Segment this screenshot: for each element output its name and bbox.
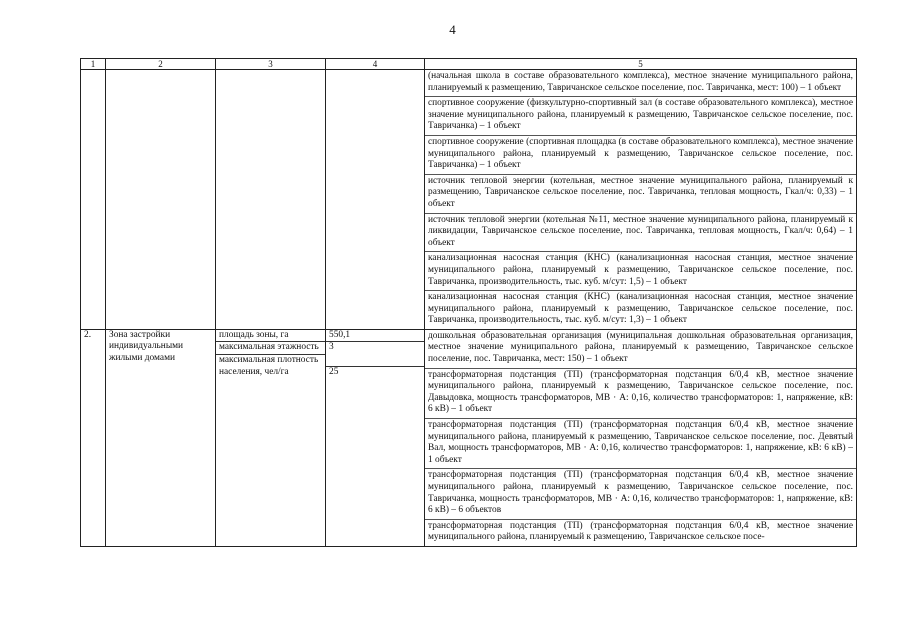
header-col-1: 1: [81, 59, 106, 70]
param-name: площадь зоны, га: [216, 330, 325, 343]
object-entry: канализационная насосная станция (КНС) (канализационная насосная станция, местное значение муниципального района, планируемый к размещению, Тавричанское сельское поселение, пос. Тавричанка, производительность, тыс. куб. м/сут: 1,3) – 1 объект: [425, 290, 856, 329]
param-value: 550,1: [326, 330, 424, 343]
param-name: максимальная плотность населения, чел/га: [219, 355, 319, 377]
object-entry: канализационная насосная станция (КНС) (канализационная насосная станция, местное значение муниципального района, планируемый к размещению, Тавричанское сельское поселение, пос. Тавричанка, производительность, тыс. куб. м/сут: 1,5) – 1 объект: [425, 251, 856, 290]
row1-value: [326, 70, 425, 330]
header-col-5: 5: [425, 59, 857, 70]
object-entry: источник тепловой энергии (котельная №11, местное значение муниципального района, планируемый к ликвидации, Тавричанское сельское поселение, пос. Тавричанка, тепловая мощность, Гкал/ч: 0,64) – 1 объект: [425, 213, 856, 252]
object-entry: спортивное сооружение (физкультурно-спортивный зал (в составе образовательного комплекса), местное значение муниципального района, планируемый к размещению, Тавричанское сельское поселение, пос. Тавричанка) – 1 объект: [425, 96, 856, 135]
object-entry: трансформаторная подстанция (ТП) (трансформаторная подстанция 6/0,4 кВ, местное значение муниципального района, планируемый к размещению, Тавричанское сельское поселение, пос. Тавричанка, мощность трансформаторов, МВ · А: 0,16, количество трансформаторов: 1, напряжение, кВ: 6 кВ) – 6 объектов: [425, 468, 856, 518]
row2-zone-name: Зона застройки индивидуальными жилыми домами: [106, 329, 216, 546]
row2-params: [216, 329, 326, 546]
table-row-continued: [81, 70, 857, 330]
object-entry: дошкольная образовательная организация (муниципальная дошкольная образовательная организация, местное значение муниципального района, планируемый к размещению, Тавричанское сельское поселение, пос. Тавричанка, мест: 150) – 1 объект: [428, 330, 853, 365]
row1-objects: [425, 70, 857, 330]
row2-values: [326, 329, 425, 546]
header-col-2: 2: [106, 59, 216, 70]
page-number: 4: [449, 22, 456, 37]
param-value: 25: [329, 366, 339, 377]
param-name: максимальная этажность: [216, 342, 325, 355]
object-entry: источник тепловой энергии (котельная, местное значение муниципального района, планируемый к размещению, Тавричанское сельское поселение, пос. Тавричанка, тепловая мощность, Гкал/ч: 0,33) – 1 объект: [425, 174, 856, 213]
row2-objects: [425, 329, 857, 546]
object-entry: трансформаторная подстанция (ТП) (трансформаторная подстанция 6/0,4 кВ, местное значение муниципального района, планируемый к размещению, Тавричанское сельское посе-: [425, 519, 856, 546]
row2-num: 2.: [81, 329, 106, 546]
table-row-2: [81, 329, 857, 546]
object-entry: (начальная школа в составе образовательного комплекса), местное значение муниципального района, планируемый к размещению, Тавричанское сельское поселение, пос. Тавричанка, мест: 100) – 1 объект: [428, 71, 853, 93]
object-entry: трансформаторная подстанция (ТП) (трансформаторная подстанция 6/0,4 кВ, местное значение муниципального района, планируемый к размещению, Тавричанское сельское поселение, пос. Девятый Вал, мощность трансформаторов, МВ · А: 0,16, количество трансформаторов: 1, напряжение, кВ: 6 кВ) – 1 объект: [425, 418, 856, 468]
row1-num: [81, 70, 106, 330]
row1-zone: [106, 70, 216, 330]
header-row: [81, 59, 857, 70]
object-entry: трансформаторная подстанция (ТП) (трансформаторная подстанция 6/0,4 кВ, местное значение муниципального района, планируемый к размещению, Тавричанское сельское поселение, пос. Давыдовка, мощность трансформаторов, МВ · А: 0,16, количество трансформаторов: 1, напряжение, кВ: 6 кВ) – 1 объект: [425, 368, 856, 418]
row1-param: [216, 70, 326, 330]
header-col-3: 3: [216, 59, 326, 70]
object-entry: спортивное сооружение (спортивная площадка (в составе образовательного комплекса), местное значение муниципального района, планируемый к размещению, Тавричанское сельское поселение, пос. Тавричанка) – 1 объект: [425, 135, 856, 174]
param-value: 3: [326, 342, 424, 366]
zoning-table: [80, 58, 857, 547]
header-col-4: 4: [326, 59, 425, 70]
